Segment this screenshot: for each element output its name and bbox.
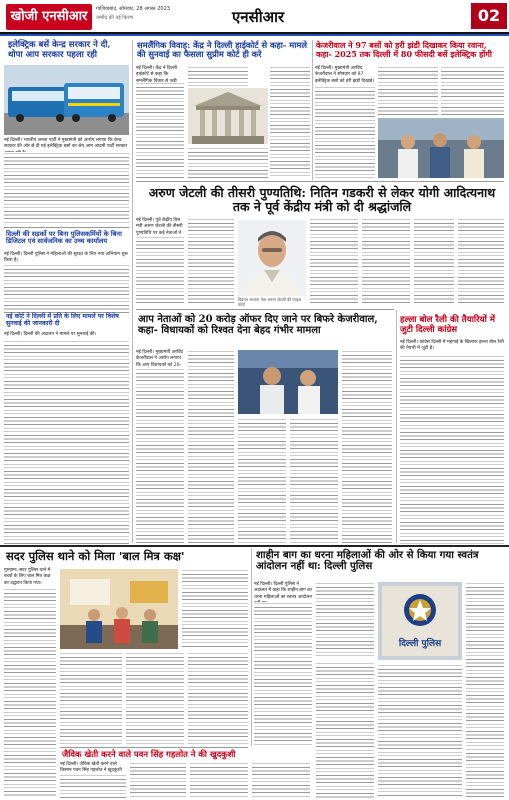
- story-police-headline: दिल्ली की सड़कों पर बिना पुलिसकर्मियों के बिना डिजिटल एवं सार्वजनिक का उच्च कार्यालय: [6, 230, 122, 246]
- story-court-headline: नई कोर्ट ने दिल्ली में प्रति के लिए मामले पर विशेष सुनवाई की जानकारी दी: [6, 313, 119, 327]
- delhi-police-sign: दिल्ली पुलिस: [398, 639, 442, 649]
- bal-mitra-photo: [60, 569, 178, 649]
- kejriwal-photo: [378, 118, 504, 178]
- story-farming-body-1: [60, 774, 126, 798]
- column-rule: [132, 40, 133, 543]
- section-title: एनसीआर: [232, 8, 285, 26]
- story-farming-lead: नई दिल्ली। जैविक खेती करने वाले किसान पवन सिंह गहलोत ने खुदकुशी: [60, 762, 122, 774]
- story-shaheen-body-5: [378, 664, 462, 798]
- story-kejriwal-body-1: [315, 86, 375, 178]
- story-halla-bol-headline: हल्ला बोल रैली की तैयारियों में जुटी दिल्ली कांग्रेस: [400, 315, 496, 335]
- divider: [4, 227, 129, 228]
- story-farming-headline: जैविक खेती करने वाले पवन सिंह गहलोत ने की खुदकुशी: [62, 749, 236, 759]
- story-jaitley-body-1: [136, 236, 184, 306]
- story-marriage-body-4: [270, 66, 310, 178]
- story-kejriwal-body-2: [378, 66, 438, 116]
- jaitley-photo-caption: दिवंगत भाजपा नेता अरुण जेटली की फाइल फोटो: [238, 297, 302, 307]
- dateline: गाजियाबाद, सोमवार, 28 अगस्त 2023: [96, 6, 170, 12]
- tagline: उम्मीद की नई किरण: [96, 15, 134, 21]
- story-bal-mitra-body-3: [60, 652, 122, 744]
- story-marriage-body-2: [188, 66, 248, 86]
- story-marriage-lead: नई दिल्ली। केंद्र ने दिल्ली हाईकोर्ट से कहा कि: [136, 66, 177, 78]
- story-police-body: [4, 264, 129, 313]
- story-shaheen-lead: नई दिल्ली। दिल्ली पुलिस ने अदालत में कहा कि शाहीन बाग का धरना महिलाओं का स्वतंत्र आंदोलन: [254, 582, 312, 600]
- story-court-body: [4, 340, 129, 544]
- story-shaheen-body-1: [254, 602, 312, 746]
- story-shaheen-body-4: [316, 662, 374, 798]
- story-bal-mitra-lead: गुरुग्राम। सदर पुलिस थाने में बच्चों के लिए बाल मित्र कक्ष का उद्घाटन किया गया।: [4, 568, 51, 586]
- story-bus-lead: नई दिल्ली। भारतीय जनता पार्टी ने मुख्यमंत्री को आरोप लगाया कि केन्द्र सरकार की ओर से दी गई इलेक्ट्रिक बसों का श्रेय आम आदमी पार्टी सरकार: [4, 138, 128, 150]
- story-shaheen-body-2: [316, 582, 374, 658]
- story-farming-body-3: [190, 762, 248, 798]
- story-halla-bol-body: [400, 355, 504, 544]
- story-kejriwal-headline: केजरीवाल ने 97 बसों को हरी झंडी दिखाकर किया रवाना, कहा- 2025 तक दिल्ली में 80 फीसदी बसें इलेक्ट्रिक होंगी: [316, 40, 492, 59]
- story-aap-body-5: [342, 350, 392, 544]
- story-marriage-body-1: [136, 82, 184, 178]
- supreme-court-photo: [188, 88, 268, 144]
- jaitley-photo: [238, 220, 306, 296]
- electric-bus-photo: [4, 65, 129, 135]
- story-bus-body: [4, 152, 129, 224]
- column-rule: [251, 548, 252, 746]
- story-bal-mitra-headline: सदर पुलिस थाने को मिला 'बाल मित्र कक्ष': [6, 549, 185, 563]
- delhi-police-photo: [378, 582, 462, 660]
- story-bal-mitra-body-1: [4, 588, 56, 798]
- story-kejriwal-body-3: [441, 66, 504, 116]
- story-jaitley-body-2: [188, 218, 234, 306]
- newspaper-logo: खोजी एनसीआर: [6, 4, 92, 30]
- story-bal-mitra-body-4: [126, 652, 184, 744]
- divider: [136, 181, 504, 182]
- section-divider: [0, 545, 509, 547]
- story-marriage-body-3: [188, 147, 268, 178]
- story-shaheen-body-6: [466, 748, 504, 798]
- story-farming-body-4: [252, 762, 310, 798]
- masthead: [0, 0, 509, 34]
- story-aap-body-4: [290, 418, 338, 544]
- story-shaheen-body-3: [466, 582, 504, 746]
- story-jaitley-body-6: [458, 218, 504, 306]
- story-jaitley-body-4: [362, 218, 410, 306]
- divider: [60, 747, 248, 748]
- story-marriage-headline: समलैंगिक विवाह: केंद्र ने दिल्ली हाईकोर्ट से कहा- मामले की सुनवाई का फैसला सुप्रीम कोर्ट ही करे: [137, 40, 307, 60]
- story-aap-headline: आप नेताओं को 20 करोड़ ऑफर दिए जाने पर बिफरे केजरीवाल, कहा- विधायकों को रिश्वत देना बेहद गंभीर मामला: [138, 314, 378, 337]
- story-bal-mitra-body-5: [188, 652, 248, 744]
- story-aap-body-2: [188, 350, 234, 544]
- story-jaitley-body-3: [310, 218, 358, 306]
- story-court-lead: नई दिल्ली। दिल्ली की अदालत ने मामले पर सुनवाई की।: [4, 332, 97, 337]
- story-jaitley-lead: नई दिल्ली। पूर्व केंद्रीय वित्त मंत्री अरुण जेटली की तीसरी पुण्यतिथि पर कई नेताओं ने: [136, 218, 183, 236]
- story-halla-bol-lead: नई दिल्ली। कांग्रेस दिल्ली में महंगाई के खिलाफ हल्ला बोल रैली की तैयारी में जुटी है।: [400, 340, 504, 352]
- story-jaitley-body-5: [414, 218, 454, 306]
- masthead-rule: [0, 34, 509, 36]
- column-rule: [312, 40, 313, 180]
- story-aap-body-3: [238, 418, 286, 544]
- story-bal-mitra-body-2: [182, 569, 248, 649]
- story-bus-headline: इलेक्ट्रिक बसें केन्द्र सरकार ने दी, थोपा आप सरकार पहला रही: [8, 40, 111, 60]
- story-aap-lead: नई दिल्ली। मुख्यमंत्री अरविंद केजरीवाल ने आरोप लगाया कि आप विधायकों को 20-: [136, 350, 184, 368]
- story-kejriwal-lead: नई दिल्ली। मुख्यमंत्री अरविंद केजरीवाल ने सोमवार को 97 इलेक्ट्रिक बसों को हरी झंडी दिखाई।: [315, 66, 375, 84]
- kejriwal-press-photo: [238, 350, 338, 414]
- story-jaitley-headline: अरुण जेटली की तीसरी पुण्यतिथि: नितिन गडकरी से लेकर योगी आदित्यनाथ तक ने पूर्व केंद्रीय मंत्री को दी श्रद्धांजलि: [148, 185, 496, 214]
- divider: [136, 309, 394, 310]
- story-farming-body-2: [130, 762, 186, 798]
- page-number: 02: [471, 3, 507, 29]
- story-shaheen-headline: शाहीन बाग का धरना महिलाओं की ओर से किया गया स्वतंत्र आंदोलन नहीं था: दिल्ली पुलिस: [256, 549, 479, 573]
- story-police-lead: नई दिल्ली। दिल्ली पुलिस ने महिलाओं की सुरक्षा के लिए नया अभियान शुरू किया है।: [4, 252, 129, 264]
- story-aap-body-1: [136, 368, 184, 544]
- column-rule: [396, 310, 397, 543]
